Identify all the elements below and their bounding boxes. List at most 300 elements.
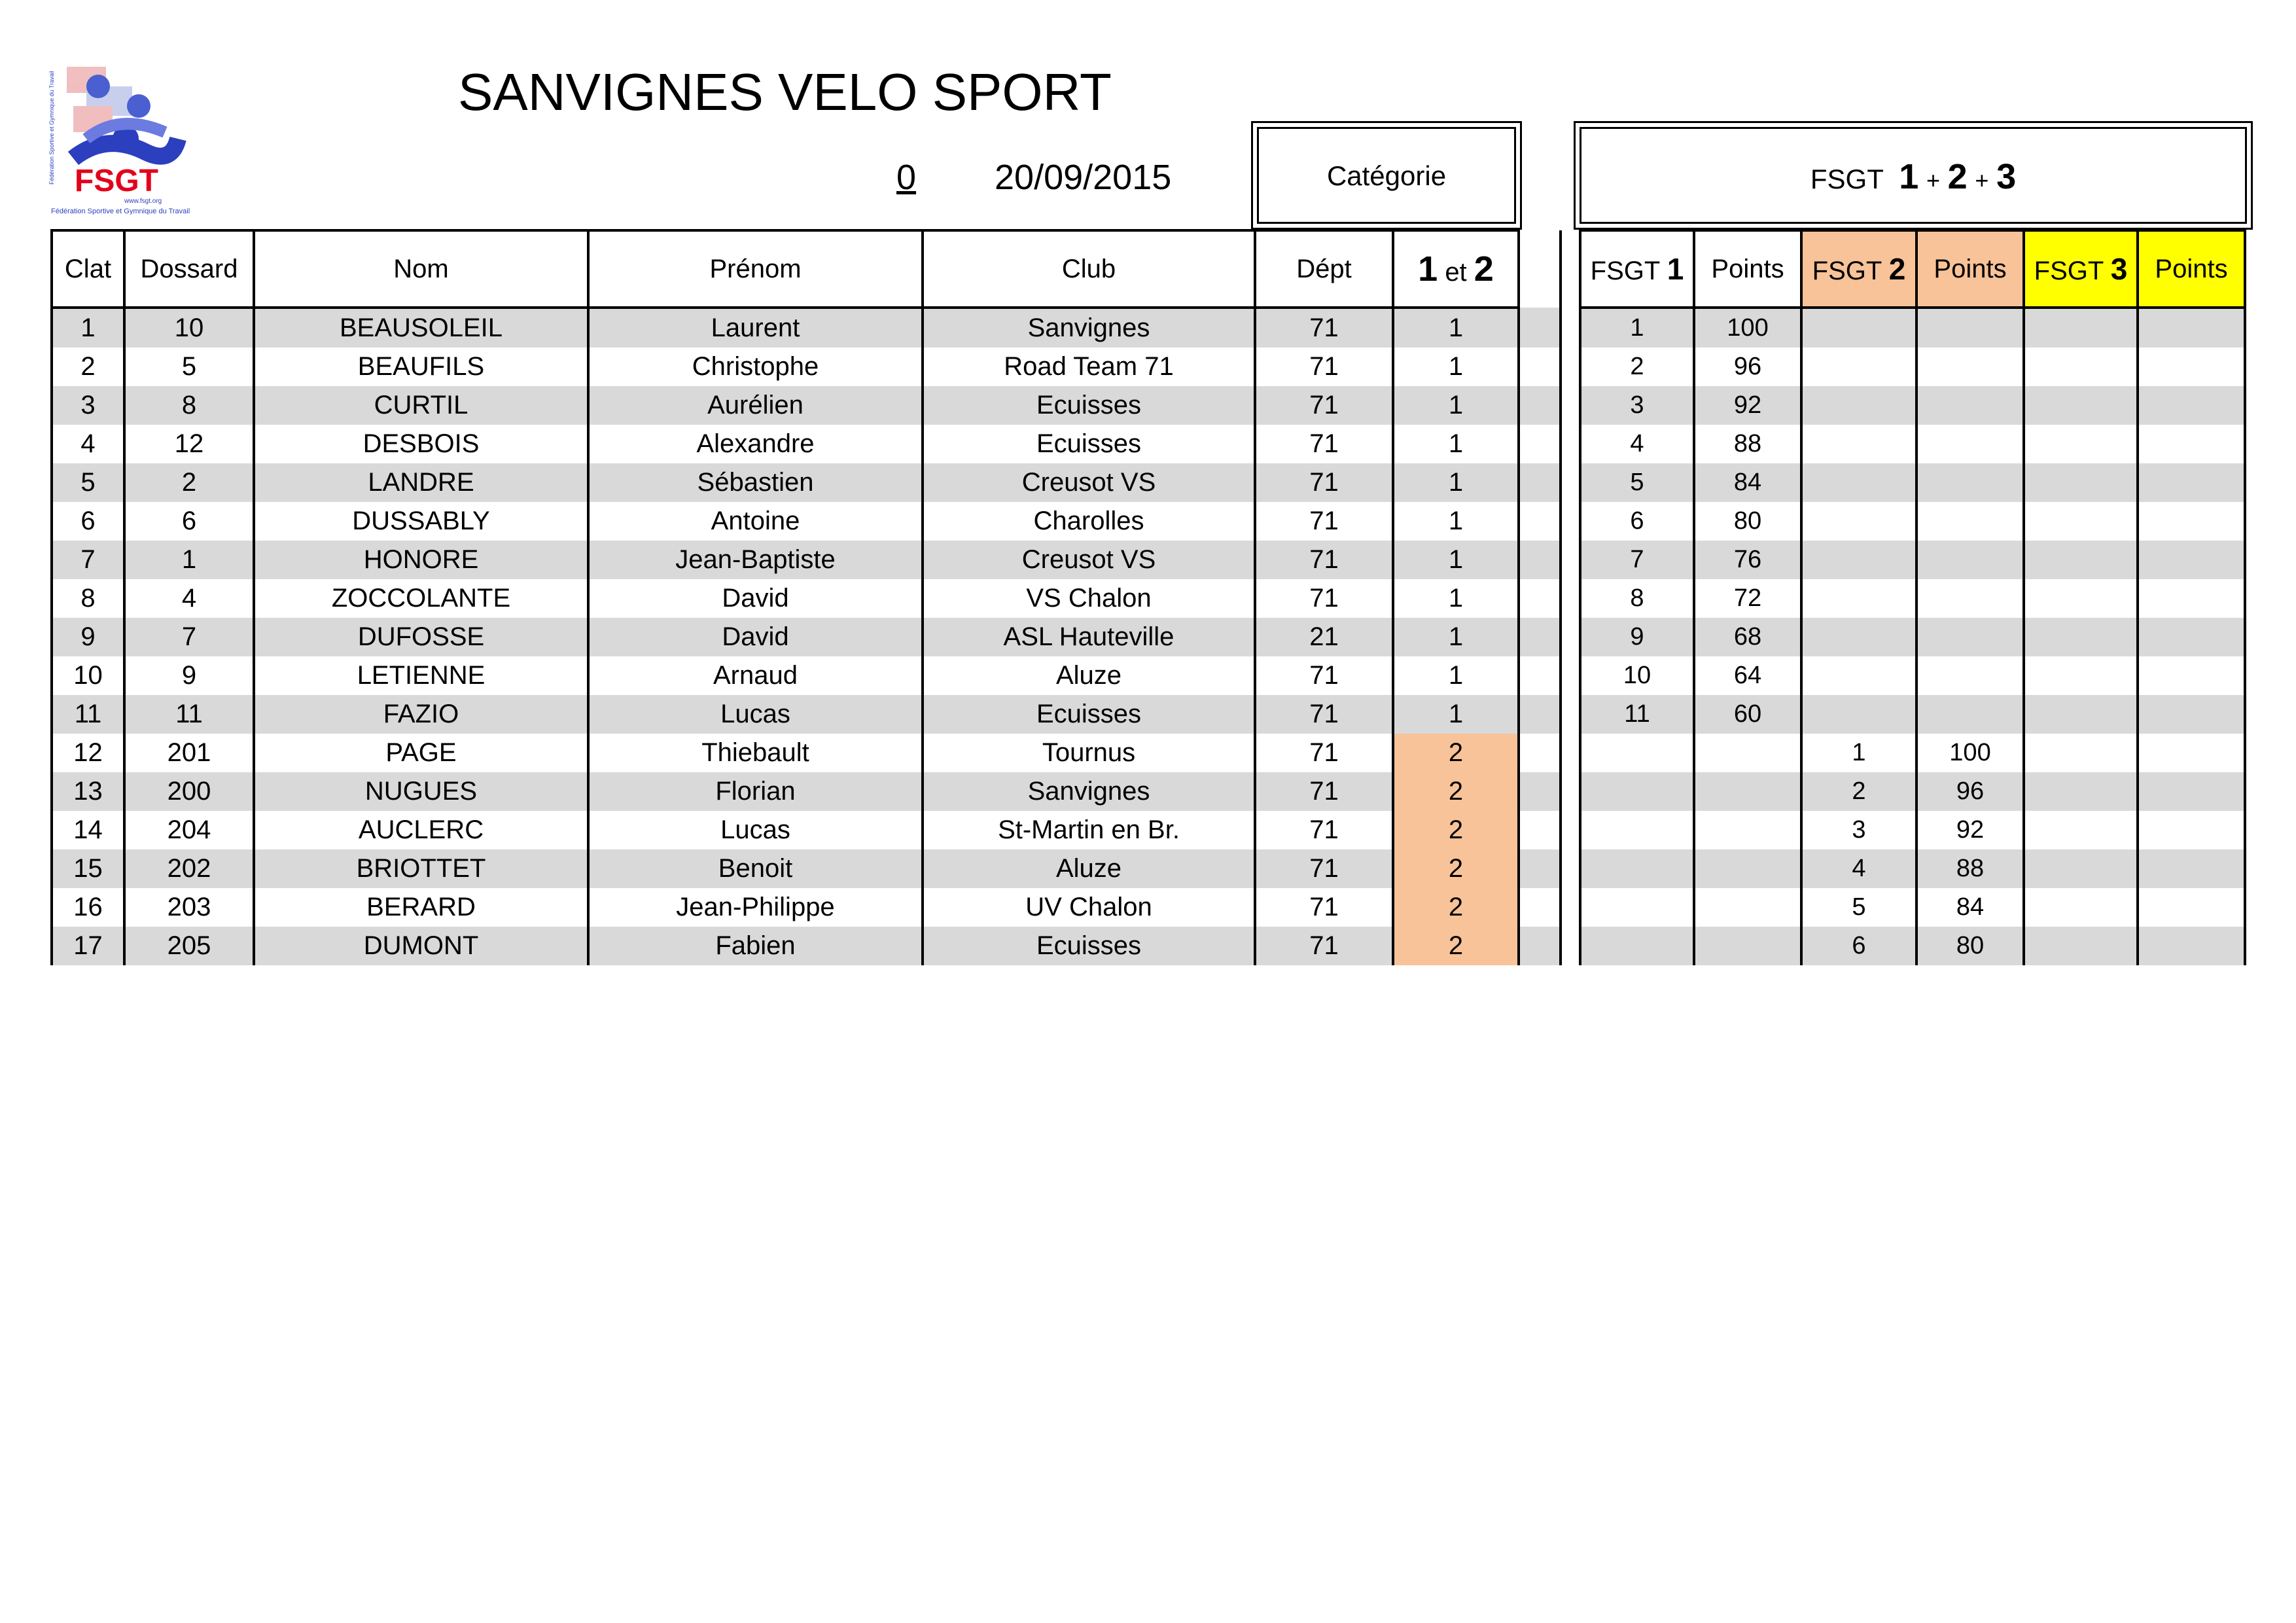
cell-dossard: 202: [124, 849, 254, 888]
cell-p2: 92: [1916, 811, 2024, 849]
cell-dept: 71: [1255, 308, 1393, 348]
cell-club: St-Martin en Br.: [923, 811, 1255, 849]
cell-dept: 71: [1255, 579, 1393, 618]
page-title: SANVIGNES VELO SPORT: [458, 63, 1112, 121]
table-row: [52, 618, 1561, 656]
cell-p1: [1694, 849, 1801, 888]
cell-club: Aluze: [923, 849, 1255, 888]
cell-f3: [2024, 502, 2138, 541]
cell-club: Ecuisses: [923, 425, 1255, 463]
cell-dept: 71: [1255, 348, 1393, 386]
cell-prenom: Fabien: [588, 927, 923, 965]
category-box: [1257, 127, 1516, 224]
cell-f1: 7: [1580, 541, 1694, 579]
cell-p1: 76: [1694, 541, 1801, 579]
cell-dept: 71: [1255, 656, 1393, 695]
cell-cat: 1: [1393, 618, 1519, 656]
cell-cat: 1: [1393, 463, 1519, 502]
cell-f2: 4: [1801, 849, 1916, 888]
cell-p2: [1916, 386, 2024, 425]
cell-p3: [2138, 772, 2245, 811]
cell-cat: 1: [1393, 308, 1519, 348]
cell-f2: [1801, 695, 1916, 734]
cell-cat: 1: [1393, 425, 1519, 463]
cell-spacer: [1519, 888, 1561, 927]
cell-spacer: [1519, 811, 1561, 849]
table-row: [52, 772, 1561, 811]
col-club: Club: [923, 230, 1255, 308]
cell-p2: [1916, 308, 2024, 348]
cell-f1: 11: [1580, 695, 1694, 734]
cell-club: Aluze: [923, 656, 1255, 695]
cell-f2: 2: [1801, 772, 1916, 811]
cell-club: UV Chalon: [923, 888, 1255, 927]
cell-nom: DUFOSSE: [254, 618, 588, 656]
cell-f2: [1801, 502, 1916, 541]
cell-p1: [1694, 734, 1801, 772]
cell-nom: CURTIL: [254, 386, 588, 425]
cell-dossard: 2: [124, 463, 254, 502]
cell-f1: 9: [1580, 618, 1694, 656]
cell-cat: 1: [1393, 386, 1519, 425]
cell-spacer: [1519, 308, 1561, 348]
col-spacer: [1519, 230, 1561, 308]
cell-clat: 5: [52, 463, 124, 502]
cell-f1: 10: [1580, 656, 1694, 695]
cell-spacer: [1519, 927, 1561, 965]
cell-f1: [1580, 888, 1694, 927]
cell-p1: 92: [1694, 386, 1801, 425]
cell-p3: [2138, 927, 2245, 965]
cell-f2: [1801, 656, 1916, 695]
cell-f1: 3: [1580, 386, 1694, 425]
cell-p2: 80: [1916, 927, 2024, 965]
cell-nom: HONORE: [254, 541, 588, 579]
cell-p3: [2138, 888, 2245, 927]
cell-dept: 71: [1255, 811, 1393, 849]
cell-nom: AUCLERC: [254, 811, 588, 849]
cell-dept: 71: [1255, 386, 1393, 425]
fsgt-logo: [47, 60, 207, 215]
cell-dossard: 8: [124, 386, 254, 425]
cell-spacer: [1519, 579, 1561, 618]
cell-clat: 9: [52, 618, 124, 656]
results-header-row: [52, 230, 1561, 308]
col-prenom: Prénom: [588, 230, 923, 308]
cell-p2: [1916, 502, 2024, 541]
cell-cat: 2: [1393, 888, 1519, 927]
fsgt-header-box: [1580, 127, 2247, 224]
cell-f3: [2024, 348, 2138, 386]
col-fsgt1: FSGT 1: [1580, 230, 1694, 308]
cell-prenom: Antoine: [588, 502, 923, 541]
cell-spacer: [1519, 541, 1561, 579]
logo-text: FSGT: [75, 164, 158, 198]
cell-club: Creusot VS: [923, 463, 1255, 502]
cell-f3: [2024, 849, 2138, 888]
cell-f3: [2024, 618, 2138, 656]
cell-f1: 4: [1580, 425, 1694, 463]
cell-dept: 71: [1255, 849, 1393, 888]
cell-p1: 64: [1694, 656, 1801, 695]
cell-f2: [1801, 308, 1916, 348]
cell-dept: 71: [1255, 734, 1393, 772]
race-date: 20/09/2015: [995, 158, 1172, 197]
cell-f1: [1580, 849, 1694, 888]
col-fsgt2: FSGT 2: [1801, 230, 1916, 308]
cell-nom: ZOCCOLANTE: [254, 579, 588, 618]
points-row: [1580, 734, 2245, 772]
cell-p2: [1916, 579, 2024, 618]
cell-clat: 11: [52, 695, 124, 734]
cell-f2: [1801, 425, 1916, 463]
cell-p1: 68: [1694, 618, 1801, 656]
cell-f2: [1801, 463, 1916, 502]
cell-p1: 84: [1694, 463, 1801, 502]
cell-nom: LETIENNE: [254, 656, 588, 695]
cell-dept: 71: [1255, 695, 1393, 734]
cell-dept: 71: [1255, 888, 1393, 927]
cell-f2: 5: [1801, 888, 1916, 927]
cell-nom: BEAUSOLEIL: [254, 308, 588, 348]
cell-f2: [1801, 348, 1916, 386]
cell-dossard: 201: [124, 734, 254, 772]
cell-clat: 1: [52, 308, 124, 348]
cell-f3: [2024, 425, 2138, 463]
cell-prenom: Aurélien: [588, 386, 923, 425]
cell-p3: [2138, 656, 2245, 695]
cell-prenom: Christophe: [588, 348, 923, 386]
table-row: [52, 734, 1561, 772]
cell-p2: [1916, 348, 2024, 386]
cell-spacer: [1519, 849, 1561, 888]
cell-p2: [1916, 425, 2024, 463]
cell-club: Ecuisses: [923, 927, 1255, 965]
cell-spacer: [1519, 618, 1561, 656]
cell-prenom: Sébastien: [588, 463, 923, 502]
cell-f3: [2024, 308, 2138, 348]
cell-f3: [2024, 656, 2138, 695]
cell-f3: [2024, 927, 2138, 965]
cell-p2: [1916, 463, 2024, 502]
cell-prenom: Benoit: [588, 849, 923, 888]
cell-f1: 2: [1580, 348, 1694, 386]
col-clat: Clat: [52, 230, 124, 308]
table-row: [52, 888, 1561, 927]
cell-prenom: Laurent: [588, 308, 923, 348]
cell-cat: 2: [1393, 734, 1519, 772]
cell-p3: [2138, 308, 2245, 348]
table-row: [52, 502, 1561, 541]
cell-cat: 1: [1393, 579, 1519, 618]
points-row: [1580, 618, 2245, 656]
cell-p2: 84: [1916, 888, 2024, 927]
cell-prenom: Lucas: [588, 811, 923, 849]
cell-prenom: Jean-Baptiste: [588, 541, 923, 579]
cell-dossard: 1: [124, 541, 254, 579]
points-row: [1580, 541, 2245, 579]
cell-club: Sanvignes: [923, 308, 1255, 348]
points-table: [1579, 229, 2246, 965]
points-row: [1580, 849, 2245, 888]
cell-p3: [2138, 695, 2245, 734]
cell-clat: 7: [52, 541, 124, 579]
cell-spacer: [1519, 386, 1561, 425]
cell-club: Sanvignes: [923, 772, 1255, 811]
cell-f2: 3: [1801, 811, 1916, 849]
cell-dept: 71: [1255, 541, 1393, 579]
table-row: [52, 927, 1561, 965]
col-category: 1 et 2: [1393, 230, 1519, 308]
cell-dossard: 7: [124, 618, 254, 656]
points-row: [1580, 348, 2245, 386]
cell-club: Ecuisses: [923, 695, 1255, 734]
cell-clat: 14: [52, 811, 124, 849]
col-fsgt3: FSGT 3: [2024, 230, 2138, 308]
cell-prenom: David: [588, 579, 923, 618]
logo-url: www.fsgt.org: [124, 198, 162, 205]
category-label: Catégorie: [1326, 160, 1447, 191]
cell-spacer: [1519, 348, 1561, 386]
cell-p2: 96: [1916, 772, 2024, 811]
cell-clat: 13: [52, 772, 124, 811]
cell-nom: DUSSABLY: [254, 502, 588, 541]
table-row: [52, 308, 1561, 348]
cell-p1: [1694, 927, 1801, 965]
cell-dossard: 6: [124, 502, 254, 541]
col-points1: Points: [1694, 230, 1801, 308]
cell-p3: [2138, 849, 2245, 888]
col-dossard: Dossard: [124, 230, 254, 308]
cell-spacer: [1519, 734, 1561, 772]
cell-cat: 1: [1393, 502, 1519, 541]
cell-nom: BEAUFILS: [254, 348, 588, 386]
points-row: [1580, 463, 2245, 502]
cell-spacer: [1519, 425, 1561, 463]
points-row: [1580, 386, 2245, 425]
cell-f3: [2024, 695, 2138, 734]
cell-p1: [1694, 888, 1801, 927]
points-header-row: [1580, 230, 2245, 308]
cell-dossard: 205: [124, 927, 254, 965]
table-row: [52, 695, 1561, 734]
cell-dossard: 10: [124, 308, 254, 348]
cell-club: Creusot VS: [923, 541, 1255, 579]
cell-prenom: Thiebault: [588, 734, 923, 772]
points-row: [1580, 927, 2245, 965]
cell-f3: [2024, 463, 2138, 502]
cell-dossard: 200: [124, 772, 254, 811]
cell-nom: BERARD: [254, 888, 588, 927]
cell-f1: 1: [1580, 308, 1694, 348]
cell-dossard: 204: [124, 811, 254, 849]
cell-p2: 88: [1916, 849, 2024, 888]
cell-f3: [2024, 811, 2138, 849]
race-number: 0: [896, 158, 917, 197]
logo-side-text: Fédération Sportive et Gymnique du Travail: [48, 71, 55, 185]
cell-prenom: Arnaud: [588, 656, 923, 695]
cell-dept: 21: [1255, 618, 1393, 656]
cell-f1: [1580, 811, 1694, 849]
points-row: [1580, 888, 2245, 927]
cell-p3: [2138, 425, 2245, 463]
cell-clat: 4: [52, 425, 124, 463]
cell-dept: 71: [1255, 463, 1393, 502]
table-row: [52, 811, 1561, 849]
cell-f3: [2024, 734, 2138, 772]
cell-p1: 60: [1694, 695, 1801, 734]
points-row: [1580, 502, 2245, 541]
cell-prenom: Lucas: [588, 695, 923, 734]
cell-p3: [2138, 579, 2245, 618]
cell-p2: [1916, 541, 2024, 579]
cell-nom: DESBOIS: [254, 425, 588, 463]
cell-p2: [1916, 695, 2024, 734]
cell-club: VS Chalon: [923, 579, 1255, 618]
cell-nom: DUMONT: [254, 927, 588, 965]
points-row: [1580, 425, 2245, 463]
cell-clat: 17: [52, 927, 124, 965]
cell-f1: [1580, 772, 1694, 811]
cell-p3: [2138, 734, 2245, 772]
cell-p3: [2138, 386, 2245, 425]
cell-f3: [2024, 888, 2138, 927]
cell-nom: PAGE: [254, 734, 588, 772]
points-row: [1580, 811, 2245, 849]
cell-f2: 1: [1801, 734, 1916, 772]
cell-nom: FAZIO: [254, 695, 588, 734]
cell-club: Charolles: [923, 502, 1255, 541]
cell-f1: [1580, 734, 1694, 772]
cell-p3: [2138, 541, 2245, 579]
cell-spacer: [1519, 695, 1561, 734]
cell-nom: NUGUES: [254, 772, 588, 811]
cell-dossard: 12: [124, 425, 254, 463]
cell-p1: 96: [1694, 348, 1801, 386]
cell-cat: 2: [1393, 927, 1519, 965]
cell-p3: [2138, 811, 2245, 849]
cell-f3: [2024, 772, 2138, 811]
cell-cat: 1: [1393, 348, 1519, 386]
cell-f1: [1580, 927, 1694, 965]
cell-f2: [1801, 386, 1916, 425]
cell-dossard: 9: [124, 656, 254, 695]
cell-spacer: [1519, 502, 1561, 541]
cell-f1: 8: [1580, 579, 1694, 618]
cell-club: Road Team 71: [923, 348, 1255, 386]
cell-p1: 100: [1694, 308, 1801, 348]
table-row: [52, 425, 1561, 463]
cell-clat: 2: [52, 348, 124, 386]
table-row: [52, 579, 1561, 618]
cell-dossard: 5: [124, 348, 254, 386]
cell-dept: 71: [1255, 425, 1393, 463]
cell-spacer: [1519, 463, 1561, 502]
cell-prenom: Florian: [588, 772, 923, 811]
table-row: [52, 463, 1561, 502]
cell-p3: [2138, 348, 2245, 386]
cell-p1: 80: [1694, 502, 1801, 541]
cell-p1: [1694, 811, 1801, 849]
cell-clat: 3: [52, 386, 124, 425]
cell-prenom: Alexandre: [588, 425, 923, 463]
cell-cat: 1: [1393, 541, 1519, 579]
cell-f1: 5: [1580, 463, 1694, 502]
cell-f3: [2024, 386, 2138, 425]
table-row: [52, 656, 1561, 695]
points-row: [1580, 772, 2245, 811]
cell-spacer: [1519, 656, 1561, 695]
cell-cat: 2: [1393, 849, 1519, 888]
cell-cat: 1: [1393, 695, 1519, 734]
cell-p2: 100: [1916, 734, 2024, 772]
cell-p3: [2138, 463, 2245, 502]
cell-p2: [1916, 656, 2024, 695]
cell-p1: [1694, 772, 1801, 811]
cell-f2: [1801, 618, 1916, 656]
cell-nom: BRIOTTET: [254, 849, 588, 888]
points-row: [1580, 656, 2245, 695]
points-row: [1580, 695, 2245, 734]
cell-dept: 71: [1255, 772, 1393, 811]
cell-nom: LANDRE: [254, 463, 588, 502]
fsgt-header: FSGT 1 + 2 + 3: [1810, 157, 2017, 196]
cell-prenom: David: [588, 618, 923, 656]
cell-dept: 71: [1255, 927, 1393, 965]
cell-clat: 15: [52, 849, 124, 888]
cell-p1: 72: [1694, 579, 1801, 618]
cell-f2: 6: [1801, 927, 1916, 965]
table-row: [52, 386, 1561, 425]
cell-p1: 88: [1694, 425, 1801, 463]
cell-dept: 71: [1255, 502, 1393, 541]
cell-clat: 10: [52, 656, 124, 695]
cell-p3: [2138, 502, 2245, 541]
cell-club: ASL Hauteville: [923, 618, 1255, 656]
cell-f3: [2024, 541, 2138, 579]
table-row: [52, 541, 1561, 579]
cell-club: Tournus: [923, 734, 1255, 772]
cell-f3: [2024, 579, 2138, 618]
cell-f2: [1801, 579, 1916, 618]
table-row: [52, 849, 1561, 888]
cell-spacer: [1519, 772, 1561, 811]
cell-dossard: 4: [124, 579, 254, 618]
points-row: [1580, 579, 2245, 618]
table-row: [52, 348, 1561, 386]
cell-p2: [1916, 618, 2024, 656]
cell-cat: 2: [1393, 811, 1519, 849]
cell-club: Ecuisses: [923, 386, 1255, 425]
logo-bottom-text: Fédération Sportive et Gymnique du Travail: [51, 207, 190, 215]
cell-prenom: Jean-Philippe: [588, 888, 923, 927]
cell-dossard: 203: [124, 888, 254, 927]
cell-cat: 1: [1393, 656, 1519, 695]
results-table: [50, 229, 1562, 965]
col-points2: Points: [1916, 230, 2024, 308]
col-points3: Points: [2138, 230, 2245, 308]
cell-clat: 12: [52, 734, 124, 772]
cell-f1: 6: [1580, 502, 1694, 541]
cell-cat: 2: [1393, 772, 1519, 811]
points-row: [1580, 308, 2245, 348]
cell-dossard: 11: [124, 695, 254, 734]
col-dept: Dépt: [1255, 230, 1393, 308]
cell-clat: 6: [52, 502, 124, 541]
cell-clat: 16: [52, 888, 124, 927]
cell-clat: 8: [52, 579, 124, 618]
cell-p3: [2138, 618, 2245, 656]
